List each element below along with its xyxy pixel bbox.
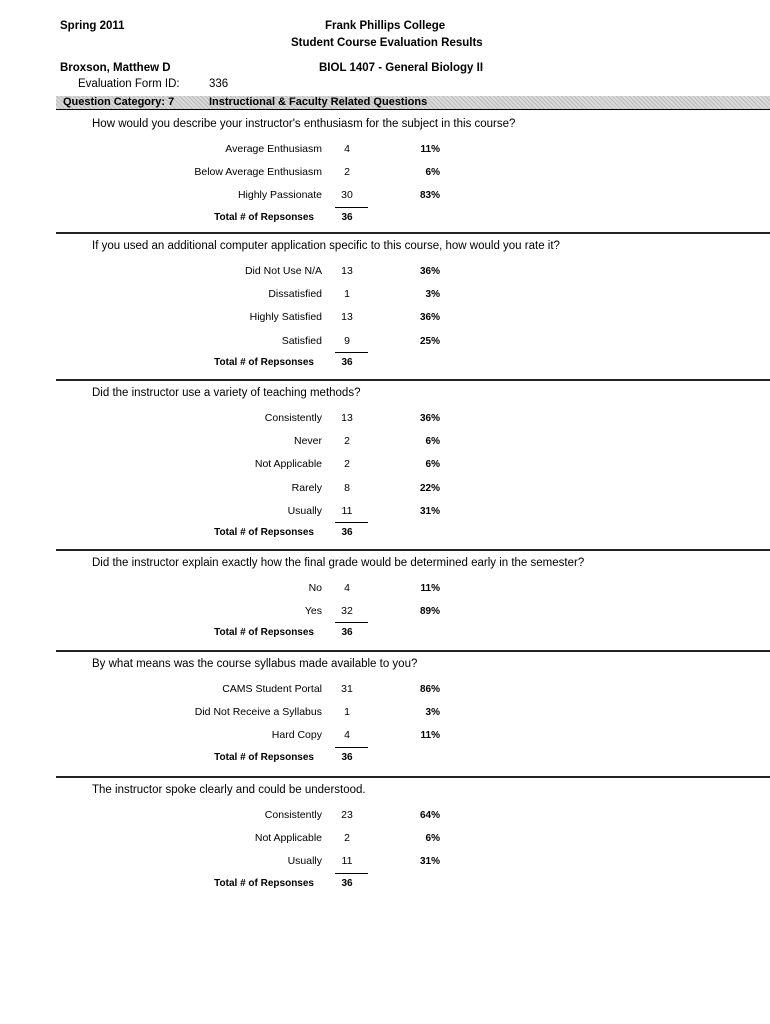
section-separator [56, 650, 770, 652]
response-percent: 86% [419, 684, 440, 695]
response-percent: 6% [425, 167, 440, 179]
total-label: Total # of Repsonses [214, 527, 314, 538]
response-label: Did Not Use N/A [244, 265, 322, 277]
section-separator [56, 549, 770, 551]
response-count: 11 [341, 504, 353, 517]
response-label: Usually [287, 855, 322, 868]
total-label: Total # of Repsonses [214, 877, 314, 889]
response-percent: 6% [425, 436, 440, 448]
response-label: Yes [304, 605, 322, 618]
question-text: The instructor spoke clearly and could be understood. [92, 784, 366, 796]
total-label: Total # of Repsonses [214, 356, 314, 368]
response-label: Usually [287, 504, 322, 517]
response-count: 13 [341, 412, 353, 424]
response-label: Consistently [264, 412, 322, 424]
category-label: Question Category: 7 [63, 96, 175, 108]
question-text: By what means was the course syllabus made available to you? [92, 658, 418, 670]
form-id-label: Evaluation Form ID: [78, 78, 180, 90]
response-count: 13 [341, 265, 353, 277]
total-label: Total # of Repsonses [214, 627, 314, 639]
total-value: 36 [341, 751, 353, 763]
question-text: Did the instructor explain exactly how the final grade would be determined early in the semester? [92, 557, 585, 569]
report-title: Student Course Evaluation Results [291, 37, 483, 49]
response-label: Rarely [291, 481, 322, 494]
response-count: 2 [344, 832, 350, 845]
section-separator [56, 776, 770, 778]
response-count: 2 [344, 435, 350, 448]
response-count: 2 [344, 458, 350, 471]
response-percent: 36% [419, 413, 440, 424]
response-label: Not Applicable [254, 832, 322, 845]
response-label: Satisfied [281, 334, 322, 347]
section-separator [56, 232, 770, 234]
question-text: How would you describe your instructor's enthusiasm for the subject in this course? [92, 118, 516, 130]
total-divider [335, 747, 368, 748]
response-count: 4 [344, 143, 350, 155]
response-percent: 11% [420, 144, 440, 155]
total-value: 36 [341, 211, 353, 223]
response-label: Never [293, 435, 322, 448]
total-value: 36 [341, 877, 353, 889]
response-count: 31 [341, 683, 353, 695]
response-count: 2 [344, 166, 350, 179]
question-text: If you used an additional computer application specific to this course, how would you rate it? [92, 240, 560, 252]
response-label: Highly Satisfied [249, 311, 322, 324]
total-divider [335, 622, 368, 623]
response-count: 1 [344, 288, 350, 301]
response-percent: 64% [419, 810, 440, 821]
response-label: Highly Passionate [237, 189, 322, 202]
response-label: No [308, 582, 322, 594]
response-percent: 6% [425, 459, 440, 471]
total-value: 36 [341, 356, 353, 368]
response-count: 9 [344, 334, 350, 347]
question-text: Did the instructor use a variety of teaching methods? [92, 387, 361, 399]
response-label: Below Average Enthusiasm [194, 166, 322, 179]
response-percent: 3% [425, 707, 440, 719]
response-label: Consistently [264, 809, 322, 821]
response-percent: 11% [420, 730, 440, 742]
total-value: 36 [341, 527, 353, 538]
response-count: 4 [344, 582, 350, 594]
response-count: 13 [341, 311, 353, 324]
response-percent: 89% [419, 606, 440, 618]
response-count: 1 [344, 706, 350, 719]
term: Spring 2011 [60, 20, 125, 32]
section-separator [56, 379, 770, 381]
response-percent: 83% [419, 190, 440, 202]
total-value: 36 [341, 627, 353, 639]
response-percent: 11% [420, 583, 440, 594]
response-label: Average Enthusiasm [225, 143, 322, 155]
total-divider [335, 352, 368, 353]
instructor-name: Broxson, Matthew D [60, 62, 171, 74]
response-percent: 3% [425, 289, 440, 301]
response-percent: 22% [419, 482, 440, 494]
course-name: BIOL 1407 - General Biology II [319, 62, 484, 74]
response-count: 4 [344, 729, 350, 742]
response-percent: 36% [419, 266, 440, 277]
total-label: Total # of Repsonses [214, 211, 314, 223]
response-percent: 31% [419, 856, 440, 868]
response-label: Did Not Receive a Syllabus [194, 706, 322, 719]
total-divider [335, 207, 368, 208]
response-count: 32 [341, 605, 353, 618]
response-label: Not Applicable [254, 458, 322, 471]
response-percent: 25% [419, 335, 440, 347]
response-label: Hard Copy [271, 729, 322, 742]
response-count: 23 [341, 809, 353, 821]
form-id-value: 336 [209, 78, 229, 90]
response-count: 11 [341, 855, 353, 868]
response-percent: 36% [419, 312, 440, 324]
response-count: 8 [344, 481, 350, 494]
response-percent: 6% [425, 833, 440, 845]
total-divider [335, 522, 368, 523]
college-name: Frank Phillips College [325, 20, 446, 32]
response-label: CAMS Student Portal [222, 683, 322, 695]
total-label: Total # of Repsonses [214, 751, 314, 763]
response-percent: 31% [419, 505, 440, 517]
response-count: 30 [341, 189, 353, 202]
total-divider [335, 873, 368, 874]
response-label: Dissatisfied [268, 288, 322, 301]
category-name: Instructional & Faculty Related Questions [209, 96, 428, 108]
